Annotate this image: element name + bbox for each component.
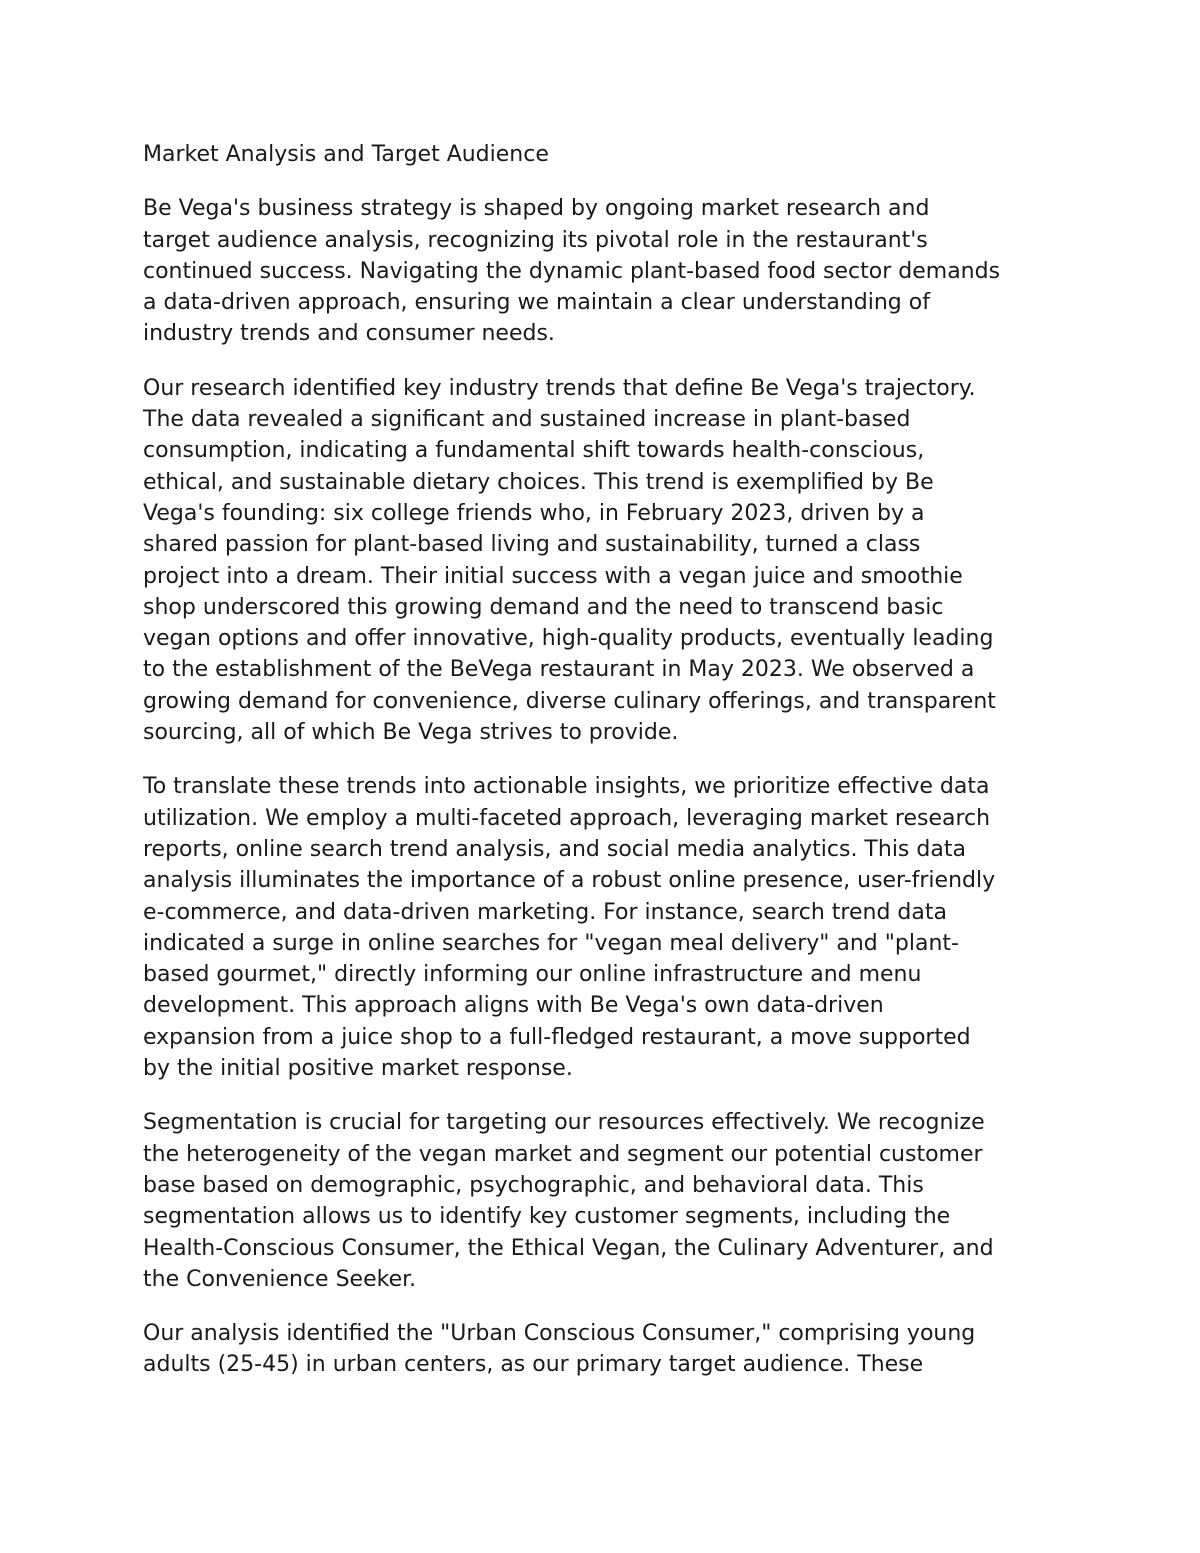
text-line: sourcing, all of which Be Vega strives to provide.: [143, 720, 679, 746]
text-line: industry trends and consumer needs.: [143, 321, 555, 347]
text-line: the heterogeneity of the vegan market and segment our potential customer: [143, 1141, 983, 1167]
text-line: to the establishment of the BeVega restaurant in May 2023. We observed a: [143, 657, 975, 683]
document-body: [143, 139, 1063, 1404]
text-line: Vega's founding: six college friends who, in February 2023, driven by a: [143, 500, 925, 526]
text-line: consumption, indicating a fundamental shift towards health-conscious,: [143, 438, 925, 464]
text-line: reports, online search trend analysis, and social media analytics. This data: [143, 836, 966, 862]
text-line: vegan options and offer innovative, high-quality products, eventually leading: [143, 626, 994, 652]
text-line: by the initial positive market response.: [143, 1056, 573, 1082]
text-line: the Convenience Seeker.: [143, 1266, 417, 1292]
text-line: Our research identified key industry trends that define Be Vega's trajectory.: [143, 375, 976, 401]
text-line: segmentation allows us to identify key customer segments, including the: [143, 1204, 951, 1230]
text-line: expansion from a juice shop to a full-fledged restaurant, a move supported: [143, 1024, 971, 1050]
text-line: a data-driven approach, ensuring we maintain a clear understanding of: [143, 290, 930, 316]
text-line: shop underscored this growing demand and the need to transcend basic: [143, 594, 944, 620]
text-line: Segmentation is crucial for targeting our resources effectively. We recognize: [143, 1110, 985, 1136]
text-line: base based on demographic, psychographic, and behavioral data. This: [143, 1172, 924, 1198]
text-line: analysis illuminates the importance of a robust online presence, user-friendly: [143, 868, 996, 894]
text-line: development. This approach aligns with Be Vega's own data-driven: [143, 993, 884, 1019]
paragraph-5: [143, 1318, 1063, 1381]
paragraph-4: [143, 1107, 1063, 1295]
text-line: To translate these trends into actionable insights, we prioritize effective data: [143, 774, 990, 800]
text-line: indicated a surge in online searches for "vegan meal delivery" and "plant-: [143, 930, 959, 956]
document-title: Market Analysis and Target Audience: [143, 142, 549, 167]
text-line: The data revealed a significant and sustained increase in plant-based: [143, 407, 911, 433]
text-line: shared passion for plant-based living and sustainability, turned a class: [143, 532, 921, 558]
text-line: target audience analysis, recognizing its pivotal role in the restaurant's: [143, 227, 928, 253]
text-line: adults (25-45) in urban centers, as our primary target audience. These: [143, 1352, 924, 1378]
text-line: project into a dream. Their initial success with a vegan juice and smoothie: [143, 563, 963, 589]
paragraph-2: [143, 373, 1063, 749]
text-line: based gourmet," directly informing our online infrastructure and menu: [143, 962, 922, 988]
text-line: continued success. Navigating the dynamic plant-based food sector demands: [143, 258, 1001, 284]
text-line: growing demand for convenience, diverse culinary offerings, and transparent: [143, 688, 996, 714]
text-line: e-commerce, and data-driven marketing. For instance, search trend data: [143, 899, 947, 925]
text-line: Health-Conscious Consumer, the Ethical Vegan, the Culinary Adventurer, and: [143, 1235, 994, 1261]
paragraph-3: [143, 771, 1063, 1084]
paragraph-1: [143, 193, 1063, 349]
text-line: ethical, and sustainable dietary choices. This trend is exemplified by Be: [143, 469, 934, 495]
text-line: utilization. We employ a multi-faceted approach, leveraging market research: [143, 805, 991, 831]
text-line: Be Vega's business strategy is shaped by ongoing market research and: [143, 196, 930, 222]
text-line: Our analysis identified the "Urban Conscious Consumer," comprising young: [143, 1321, 976, 1347]
